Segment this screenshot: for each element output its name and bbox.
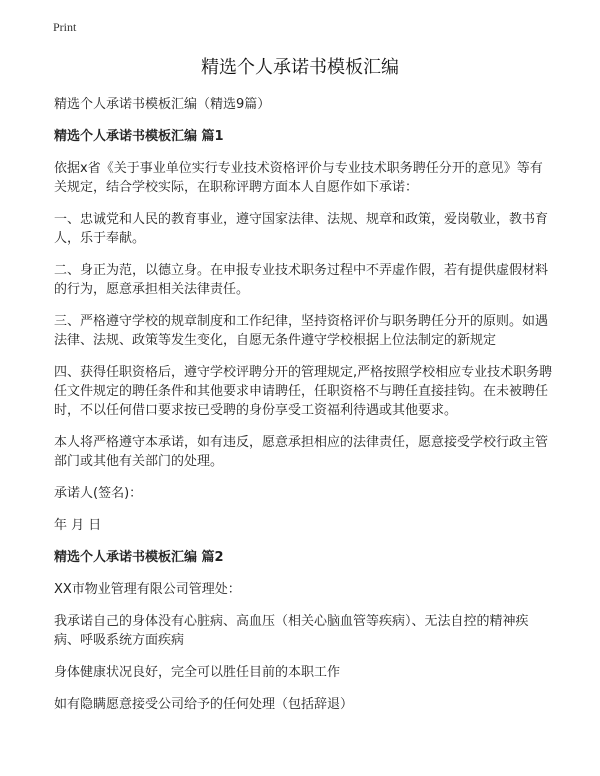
section-1-paragraph: 一、忠诚党和人民的教育事业，遵守国家法律、法规、规章和政策，爱岗敬业，教书育人，乐于奉献。 <box>54 212 549 246</box>
section-2-paragraph: XX市物业管理有限公司管理处： <box>54 582 241 597</box>
section-2-paragraph: 如有隐瞒愿意接受公司给予的任何处理（包括辞退） <box>54 697 354 712</box>
section-1-paragraph: 三、严格遵守学校的规章制度和工作纪律，坚持资格评价与职务聘任分开的原则。如遇法律、法规、政策等发生变化，自愿无条件遵守学校根据上位法制定的新规定 <box>54 314 549 348</box>
section-1-paragraph: 四、获得任职资格后，遵守学校评聘分开的管理规定,严格按照学校相应专业技术职务聘任文件规定的聘任条件和其他要求申请聘任，任职资格不与聘任直接挂钩。在未被聘任时，不以任何借口要求按已受聘的身份享受工资福利待遇或其他要求。 <box>54 365 553 418</box>
document-subtitle: 精选个人承诺书模板汇编（精选9篇） <box>54 97 271 112</box>
section-2-paragraph: 我承诺自己的身体没有心脏病、高血压（相关心脑血管等疾病）、无法自控的精神疾病、呼吸系统方面疾病 <box>54 614 529 648</box>
section-1-paragraph: 依据x省《关于事业单位实行专业技术资格评价与专业技术职务聘任分开的意见》等有关规定，结合学校实际，在职称评聘方面本人自愿作如下承诺： <box>54 161 543 195</box>
section-2-paragraph: 身体健康状况良好，完全可以胜任目前的本职工作 <box>54 665 341 680</box>
section-1-paragraph: 本人将严格遵守本承诺，如有违反，愿意承担相应的法律责任，愿意接受学校行政主管部门或其他有关部门的处理。 <box>54 435 549 469</box>
document-title: 精选个人承诺书模板汇编 <box>201 57 399 78</box>
print-label: Print <box>53 20 77 34</box>
signature-line: 承诺人(签名)： <box>54 486 143 501</box>
section-2-heading: 精选个人承诺书模板汇编 篇2 <box>54 550 224 565</box>
section-1-paragraph: 二、身正为范，以德立身。在申报专业技术职务过程中不弄虚作假，若有提供虚假材料的行为，愿意承担相关法律责任。 <box>54 263 549 297</box>
section-1-heading: 精选个人承诺书模板汇编 篇1 <box>54 129 224 144</box>
date-line: 年 月 日 <box>54 518 102 533</box>
document-body <box>54 95 554 727</box>
